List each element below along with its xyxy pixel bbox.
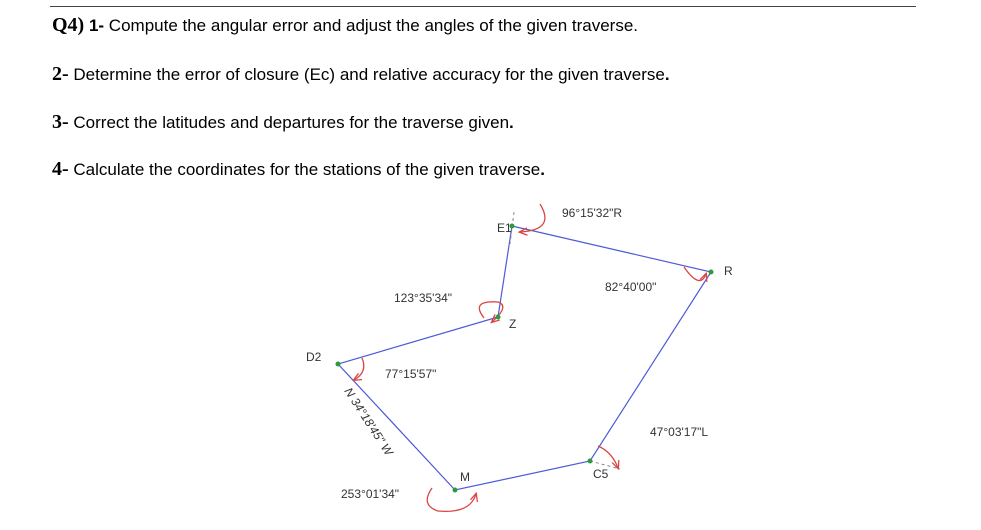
- station-label-M: M: [460, 470, 470, 484]
- angle-label-R: 82°40'00": [605, 280, 657, 294]
- bearing-label-D2-M: N 34°18'45" W: [341, 385, 396, 459]
- station-point-R: [709, 270, 714, 275]
- station-point-Z: [496, 315, 501, 320]
- angle-arc-D2: [354, 358, 364, 380]
- angle-arc-E1: [520, 204, 545, 232]
- angle-label-M: 253°01'34": [341, 487, 400, 501]
- question-number: Q4): [52, 14, 85, 36]
- angle-label-Z: 123°35'34": [394, 291, 453, 305]
- angle-label-C5: 47°03'17"L: [650, 425, 709, 439]
- station-point-D2: [336, 362, 341, 367]
- angle-label-E1: 96°15'32"R: [562, 206, 623, 220]
- angle-arc-M: [427, 488, 476, 511]
- question-2-text: Determine the error of closure (Ec) and relative accuracy for the given traverse: [68, 65, 665, 84]
- question-1-text: Compute the angular error and adjust the angles of the given traverse.: [104, 16, 639, 35]
- question-2-period: .: [664, 65, 670, 84]
- question-3-text: Correct the latitudes and departures for the traverse given: [68, 113, 510, 132]
- question-4-period: .: [540, 160, 545, 179]
- station-point-M: [453, 488, 458, 493]
- item-number-2: 2-: [52, 63, 69, 85]
- question-3-period: .: [509, 113, 514, 132]
- station-label-E1: E1: [497, 221, 512, 235]
- angle-arc-R: [684, 267, 706, 281]
- station-label-C5: C5: [593, 467, 609, 481]
- item-number-1: 1-: [88, 16, 105, 35]
- station-label-Z: Z: [509, 317, 517, 331]
- angle-arc-C5: [598, 446, 618, 468]
- station-label-D2: D2: [306, 350, 322, 364]
- item-number-4: 4-: [52, 158, 69, 180]
- angle-label-D2: 77°15'57": [385, 367, 437, 381]
- question-4-text: Calculate the coordinates for the stations of the given traverse: [68, 160, 541, 179]
- item-number-3: 3-: [52, 111, 69, 133]
- station-point-C5: [588, 459, 593, 464]
- station-label-R: R: [724, 264, 733, 278]
